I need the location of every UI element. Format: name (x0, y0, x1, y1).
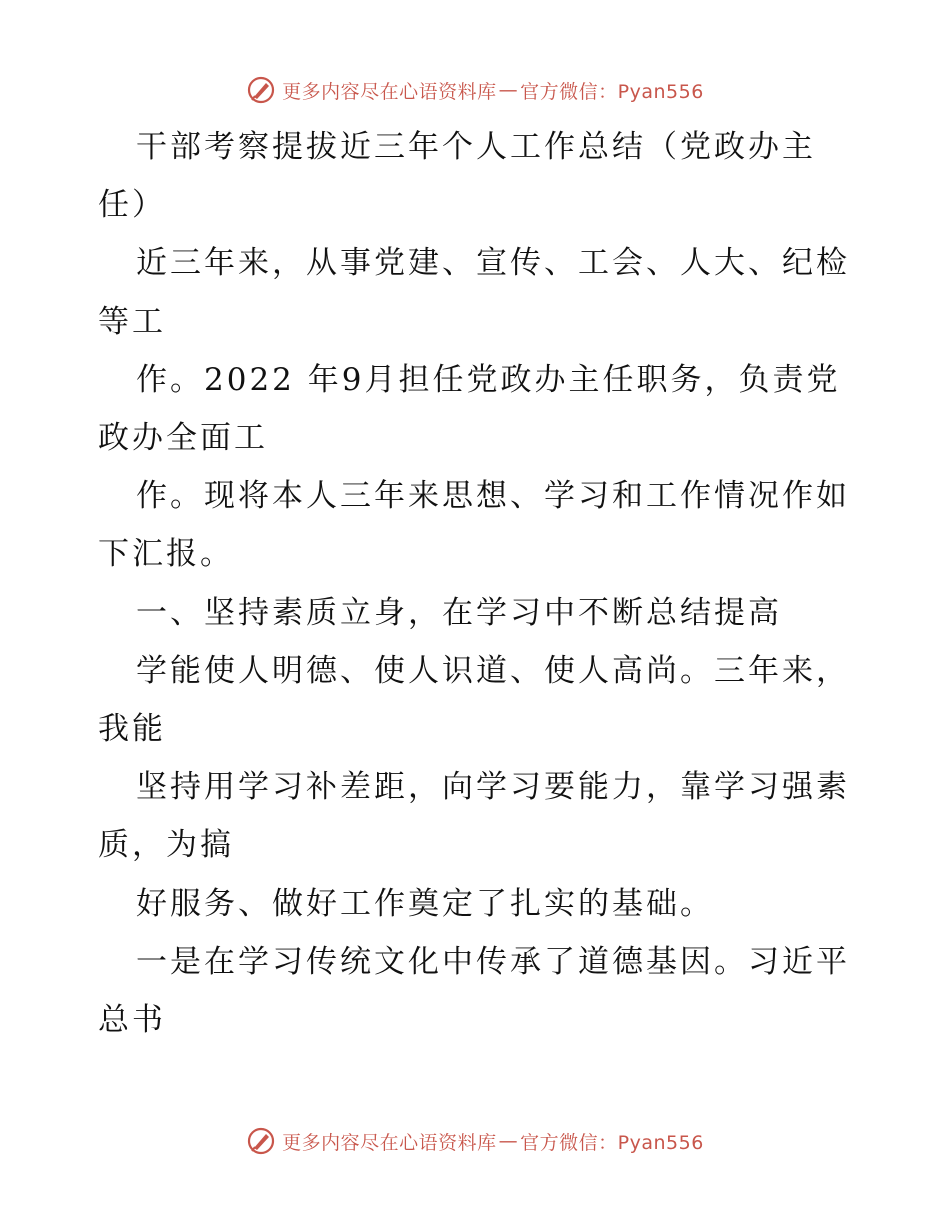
paragraph-line: 学能使人明德、使人识道、使人高尚。三年来， (136, 652, 850, 689)
paragraph-line: 坚持用学习补差距，向学习要能力，靠学习强素 (136, 769, 850, 806)
watermark-suffix: 官方微信：Pyan556 (520, 1131, 704, 1154)
paragraph-line: 作。2022 年9月担任党政办主任职务，负责党 (136, 361, 841, 398)
paragraph-line: 质，为搞 (98, 827, 234, 864)
paragraph-line: 政办全面工 (98, 420, 268, 456)
header-watermark (0, 70, 950, 110)
watermark-text: 更多内容尽在心语资料库 (282, 1131, 497, 1154)
paragraph-line: 干部考察提拔近三年个人工作总结（党政办主 (136, 129, 816, 165)
paragraph-line: 等工 (98, 303, 166, 340)
paragraph-line: 好服务、做好工作奠定了扎实的基础。 (136, 885, 714, 922)
watermark-dash: — (498, 79, 519, 101)
quill-pen-logo-icon (246, 1126, 276, 1156)
paragraph-line: 下汇报。 (98, 536, 234, 573)
paragraph-line: 近三年来，从事党建、宣传、工会、人大、纪检 (136, 245, 850, 282)
paragraph-line: 总书 (98, 1002, 166, 1038)
paragraph-line: 一是在学习传统文化中传承了道德基因。习近平 (136, 943, 850, 980)
watermark-suffix: 官方微信：Pyan556 (520, 80, 704, 103)
watermark-dash: — (498, 1130, 519, 1152)
quill-pen-logo-icon (246, 75, 276, 105)
paragraph-line: 作。现将本人三年来思想、学习和工作情况作如 (136, 478, 850, 515)
paragraph-line: 一、坚持素质立身，在学习中不断总结提高 (136, 594, 782, 631)
watermark-text: 更多内容尽在心语资料库 (282, 80, 497, 103)
footer-watermark (0, 1121, 950, 1161)
paragraph-line: 我能 (98, 711, 166, 747)
paragraph-line: 任） (98, 187, 166, 224)
